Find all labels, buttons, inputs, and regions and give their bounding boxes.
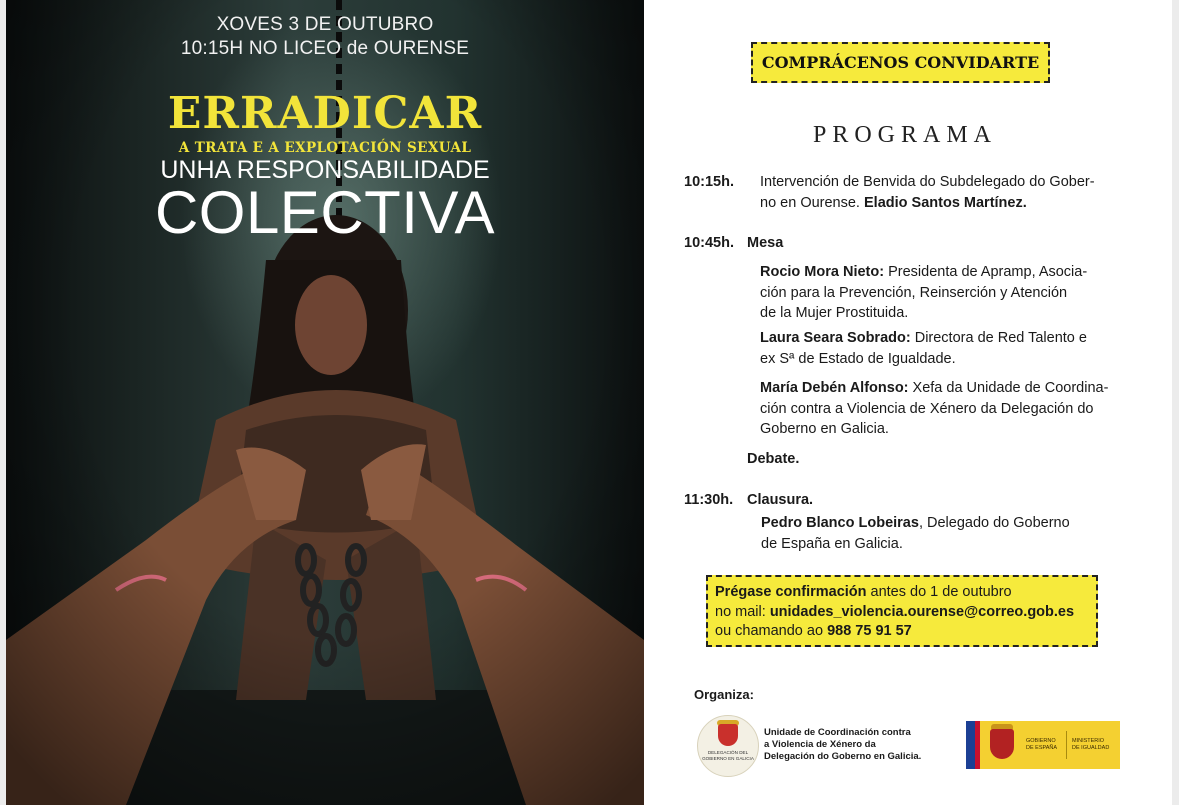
rsvp-box xyxy=(706,575,1098,647)
gobierno-l1: GOBIERNO xyxy=(1026,738,1056,744)
organizer-unit-l1: Unidade de Coordinación contra xyxy=(764,727,911,738)
programa-heading: PROGRAMA xyxy=(812,122,998,148)
seal-text: DELEGACIÓN DEL GOBIERNO EN GALICIA xyxy=(702,750,754,761)
ministerio-l1: MINISTERIO xyxy=(1072,738,1105,744)
item-welcome xyxy=(760,172,1095,213)
speaker-maria-line2: ción contra a Violencia de Xénero da Delegación do xyxy=(760,400,1094,417)
invite-label: COMPRÁCENOS CONVIDARTE xyxy=(761,53,1040,72)
poster-title-sub: A TRATA E A EXPLOTACIÓN SEXUAL xyxy=(178,140,472,156)
item-welcome-line1: Intervención de Benvida do Subdelegado do Gober- xyxy=(760,174,1095,190)
gobierno-text xyxy=(1026,738,1057,751)
speaker-pedro xyxy=(761,513,1070,554)
speaker-pedro-name: Pedro Blanco Lobeiras xyxy=(761,515,919,531)
speaker-eladio: Eladio Santos Martínez. xyxy=(864,194,1027,211)
organizer-unit xyxy=(764,727,944,763)
speaker-laura-name: Laura Seara Sobrado: xyxy=(760,330,911,346)
speaker-maria xyxy=(760,378,1108,440)
ministerio-l2: DE IGUALDAD xyxy=(1072,744,1110,751)
speaker-maria-role: Xefa da Unidade de Coordina- xyxy=(908,380,1109,396)
poster-image xyxy=(6,0,644,805)
rsvp-phone-label: ou chamando ao xyxy=(715,623,828,639)
speaker-pedro-line2: de España en Galicia. xyxy=(761,535,903,552)
event-date: XOVES 3 DE OUTUBRO xyxy=(216,14,434,35)
coat-of-arms-icon xyxy=(990,729,1014,759)
rsvp-phone: 988 75 91 57 xyxy=(827,623,912,639)
invite-banner xyxy=(751,42,1050,83)
speaker-laura-line2: ex Sª de Estado de Igualdade. xyxy=(760,350,956,367)
speaker-rocio-role: Presidenta de Apramp, Asocia- xyxy=(884,264,1088,280)
time-1045: 10:45h. xyxy=(684,235,734,251)
organizer-unit-l3: Delegación do Goberno en Galicia. xyxy=(764,751,922,762)
item-mesa-title: Mesa xyxy=(747,235,784,251)
poster-title-main: ERRADICAR xyxy=(167,88,483,139)
speaker-laura xyxy=(760,328,1087,369)
poster-title-line2: UNHA RESPONSABILIDADE xyxy=(160,156,490,184)
eu-flag-icon xyxy=(966,721,975,769)
organiza-label: Organiza: xyxy=(694,687,754,702)
rsvp-deadline: antes do 1 de outubro xyxy=(866,584,1012,600)
rsvp-email-link[interactable]: unidades_violencia.ourense@correo.gob.es xyxy=(769,603,1075,620)
speaker-rocio-line3: de la Mujer Prostituida. xyxy=(760,305,909,321)
gobierno-ministerio-logo xyxy=(966,721,1120,769)
logo-divider xyxy=(1066,731,1067,759)
flag-stripe xyxy=(975,721,980,769)
item-debate: Debate. xyxy=(747,451,800,467)
speaker-rocio xyxy=(760,262,1087,324)
time-1130: 11:30h. xyxy=(684,492,734,508)
organizer-unit-l2: a Violencia de Xénero da xyxy=(764,739,876,750)
poster-title-line3: COLECTIVA xyxy=(154,179,496,246)
speaker-maria-name: María Debén Alfonso: xyxy=(760,380,909,396)
rsvp-mail-label: no mail: xyxy=(715,603,770,620)
item-clausura-title: Clausura. xyxy=(747,492,814,508)
coat-of-arms-icon xyxy=(718,724,738,746)
speaker-rocio-name: Rocio Mora Nieto: xyxy=(760,264,885,280)
event-time-place: 10:15H NO LICEO de OURENSE xyxy=(180,38,470,59)
ministerio-text xyxy=(1072,738,1109,751)
speaker-rocio-line2: ción para la Prevención, Reinserción y Atención xyxy=(760,284,1068,301)
speaker-maria-line3: Goberno en Galicia. xyxy=(760,421,889,437)
rsvp-lead: Prégase confirmación xyxy=(715,584,867,600)
speaker-pedro-role: , Delegado do Goberno xyxy=(918,515,1070,531)
delegacion-seal-logo xyxy=(697,715,759,777)
item-welcome-line2 xyxy=(760,193,1095,214)
gobierno-l2: DE ESPAÑA xyxy=(1026,744,1058,751)
speaker-laura-role: Directora de Red Talento e xyxy=(910,330,1087,346)
item-welcome-text: no en Ourense. xyxy=(760,194,864,211)
time-1015: 10:15h. xyxy=(684,174,734,190)
